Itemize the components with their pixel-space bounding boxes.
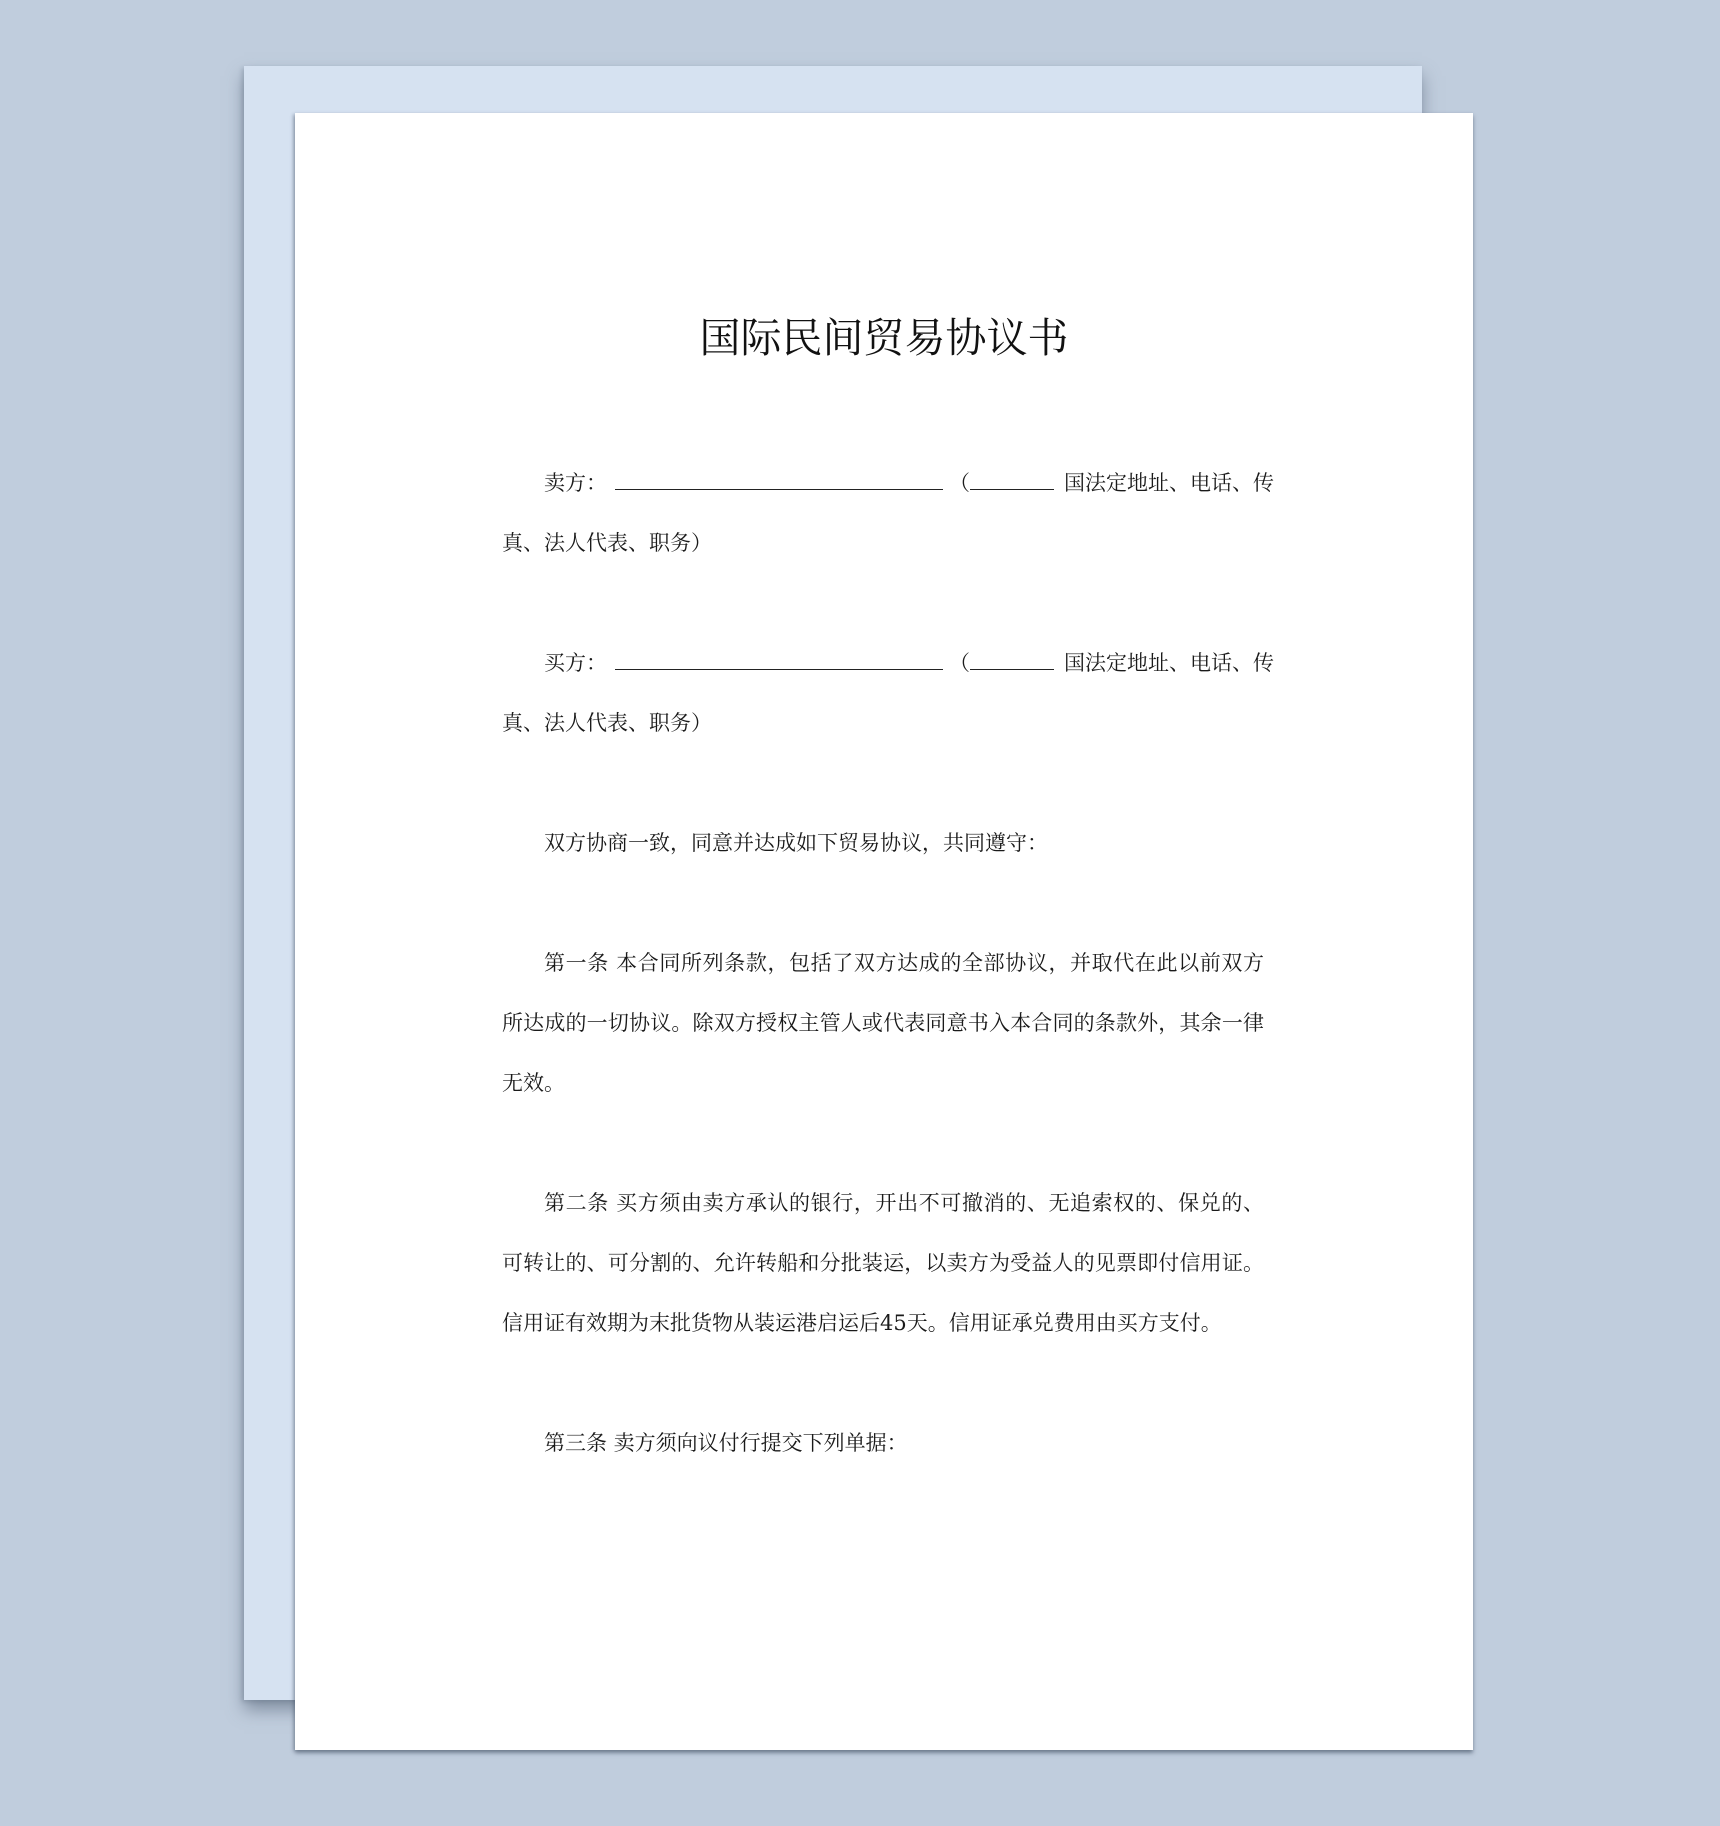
seller-name-blank[interactable] — [615, 471, 943, 490]
document-page — [295, 113, 1473, 1750]
buyer-paren: （ — [949, 651, 970, 675]
buyer-line-2: 真、法人代表、职务） — [502, 711, 712, 735]
spacer — [502, 573, 1264, 633]
seller-label: 卖方： — [544, 471, 607, 495]
spacer — [502, 1113, 1264, 1173]
article-1: 第一条 本合同所列条款，包括了双方达成的全部协议，并取代在此以前双方所达成的一切协议。除双方授权主管人或代表同意书入本合同的条款外，其余一律无效。 — [502, 951, 1264, 1095]
seller-line — [502, 453, 1274, 513]
buyer-label: 买方： — [544, 651, 607, 675]
seller-line-2: 真、法人代表、职务） — [502, 531, 712, 555]
spacer — [502, 1353, 1264, 1413]
intro-paragraph: 双方协商一致，同意并达成如下贸易协议，共同遵守： — [544, 831, 1048, 855]
buyer-name-blank[interactable] — [615, 651, 943, 670]
spacer — [502, 753, 1264, 813]
buyer-country-blank[interactable] — [970, 651, 1054, 670]
seller-country-blank[interactable] — [970, 471, 1054, 490]
spacer — [502, 873, 1264, 933]
seller-info-text: 国法定地址、电话、传 — [1064, 471, 1274, 495]
buyer-line — [502, 633, 1274, 693]
article-3: 第三条 卖方须向议付行提交下列单据： — [544, 1431, 908, 1455]
buyer-info-text: 国法定地址、电话、传 — [1064, 651, 1274, 675]
seller-paren: （ — [949, 471, 970, 495]
article-2: 第二条 买方须由卖方承认的银行，开出不可撤消的、无追索权的、保兑的、可转让的、可分割的、允许转船和分批装运，以卖方为受益人的见票即付信用证。信用证有效期为末批货物从装运港启运后45天。信用证承兑费用由买方支付。 — [502, 1191, 1264, 1335]
document-title: 国际民间贸易协议书 — [699, 314, 1069, 362]
document-body — [502, 453, 1274, 1473]
